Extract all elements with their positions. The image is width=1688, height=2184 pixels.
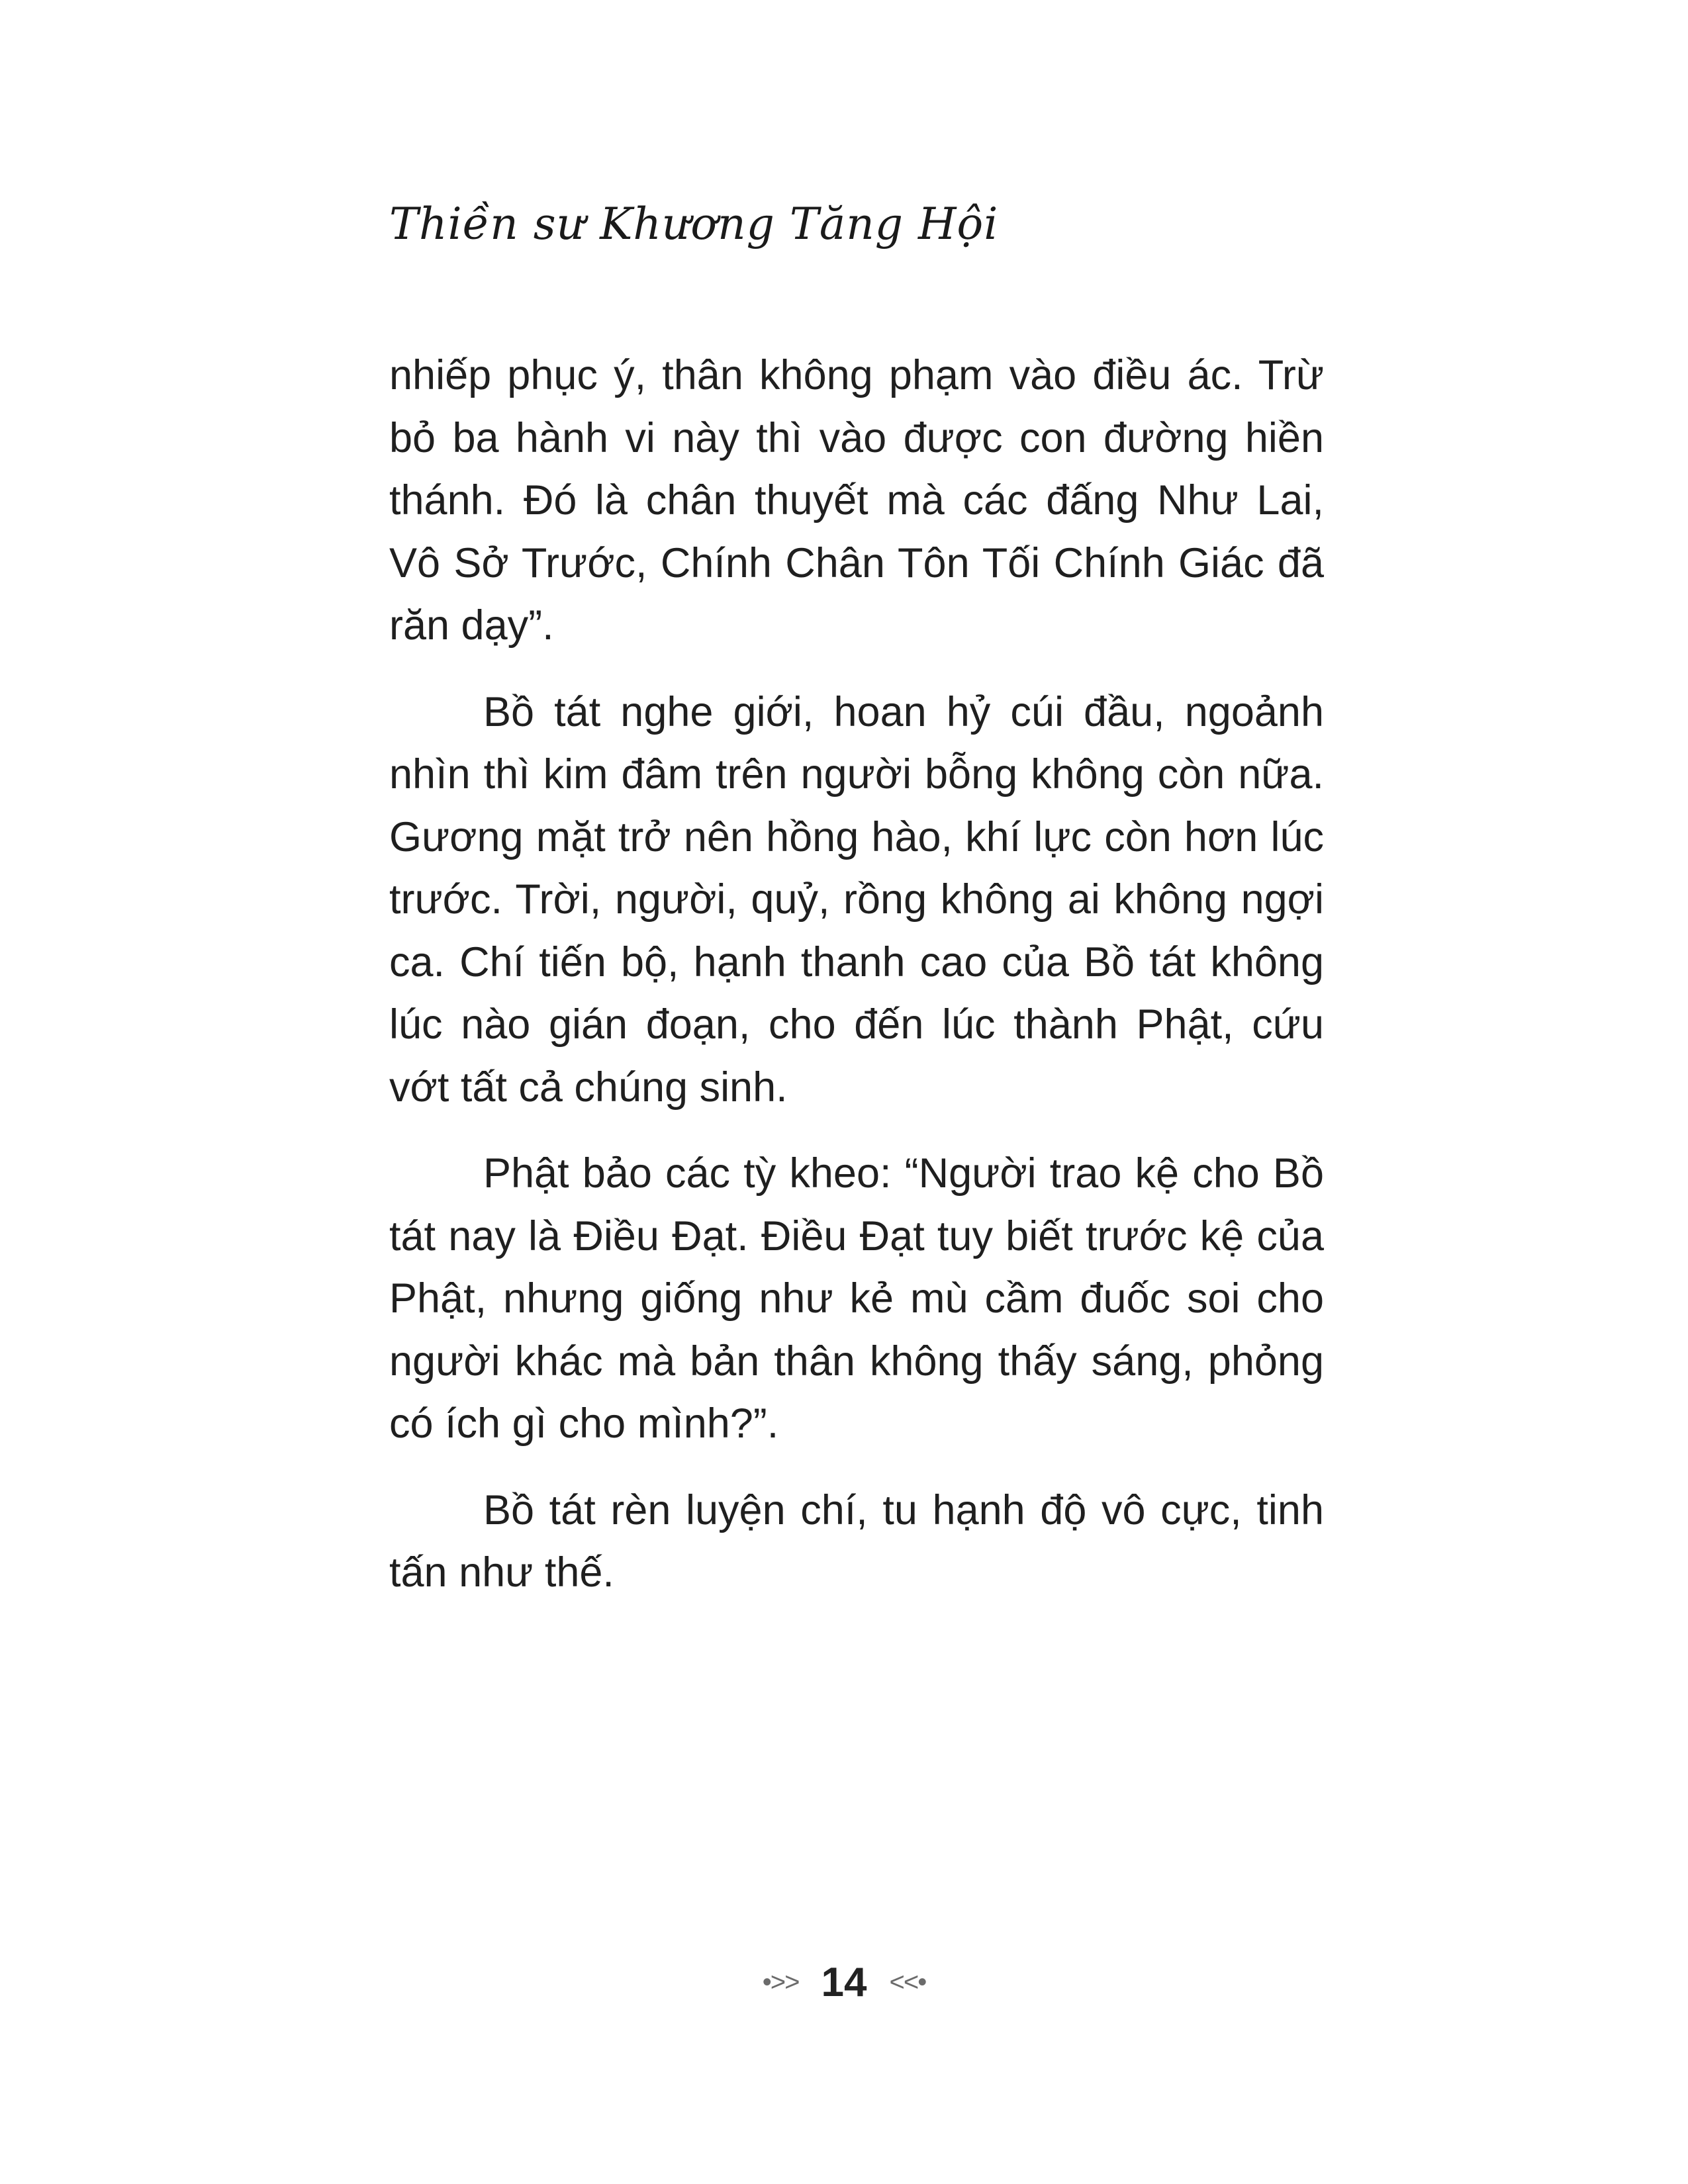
- page-number: 14: [821, 1960, 867, 2005]
- paragraph-2: Bồ tát nghe giới, hoan hỷ cúi đầu, ngoảnh nhìn thì kim đâm trên người bỗng không còn nữa. Gương mặt trở nên hồng hào, khí lực còn hơn lúc trước. Trời, người, quỷ, rồng không ai không ngợi ca. Chí tiến bộ, hạnh thanh cao của Bồ tát không lúc nào gián đoạn, cho đến lúc thành Phật, cứu vớt tất cả chúng sinh.: [389, 688, 1324, 1111]
- left-arrow-ornament-icon: •>>: [762, 1968, 799, 1997]
- paragraph-3: Phật bảo các tỳ kheo: “Người trao kệ cho Bồ tát nay là Điều Đạt. Điều Đạt tuy biết trước kệ của Phật, nhưng giống như kẻ mù cầm đuốc soi cho người khác mà bản thân không thấy sáng, phỏng có ích gì cho mình?”.: [389, 1150, 1324, 1447]
- paragraph-1: nhiếp phục ý, thân không phạm vào điều ác. Trừ bỏ ba hành vi này thì vào được con đường hiền thánh. Đó là chân thuyết mà các đấng Như Lai, Vô Sở Trước, Chính Chân Tôn Tối Chính Giác đã răn dạy”.: [389, 352, 1324, 649]
- page-footer: [0, 1959, 1688, 2006]
- running-header-title: Thiền sư Khương Tăng Hội: [389, 199, 999, 250]
- right-arrow-ornament-icon: <<•: [889, 1968, 926, 1997]
- paragraph-4: Bồ tát rèn luyện chí, tu hạnh độ vô cực, tinh tấn như thế.: [389, 1486, 1324, 1596]
- body-text: [389, 344, 1324, 1628]
